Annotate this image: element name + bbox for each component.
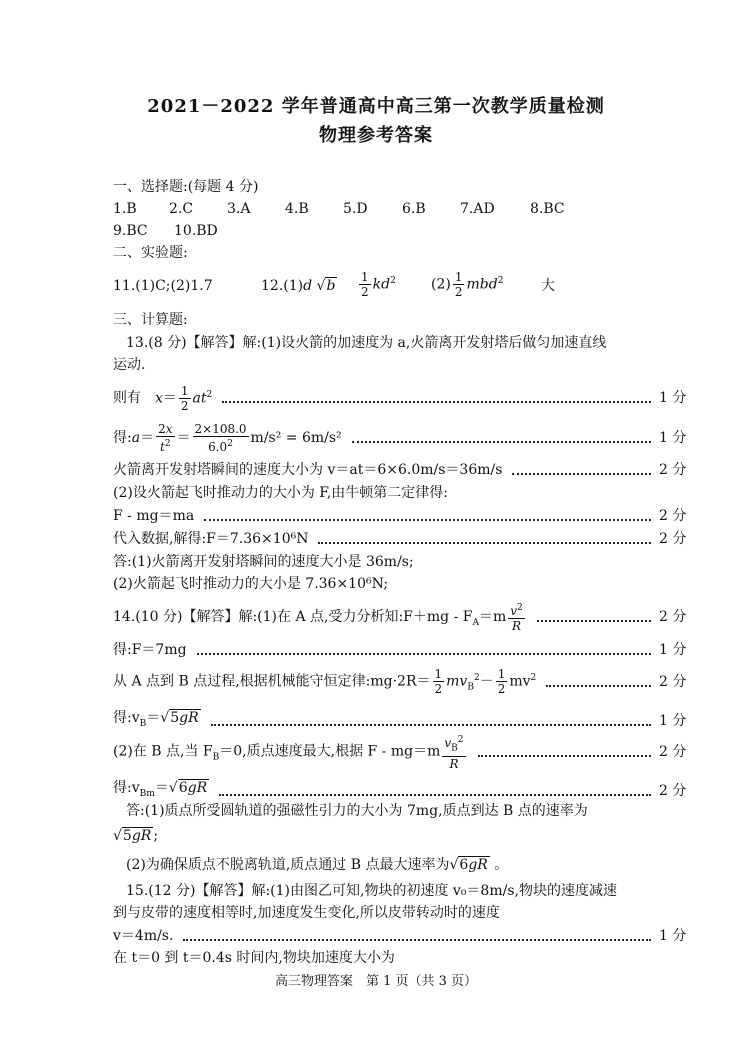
choice-answer: 1.B	[113, 201, 137, 217]
q15-step-1: 15.(12 分)【解答】解:(1)由图乙可知,物块的初速度 v₀＝8m/s,物块的速度减速	[126, 883, 617, 899]
leader-dots	[219, 794, 651, 796]
page-subtitle: 物理参考答案	[319, 125, 433, 146]
q13-step-6-text: 代入数据,解得:F＝7.36×10⁶N	[113, 531, 309, 547]
q14-answer-2-text: (2)为确保质点不脱离轨道,质点通过 B 点最大速率为	[126, 857, 450, 873]
section3-heading: 三、计算题:	[113, 312, 188, 328]
score-points: 2 分	[659, 674, 687, 690]
choice-answer: 8.BC	[530, 201, 565, 217]
q14-answer-1-tail: ;	[153, 828, 159, 844]
choice-answer: 10.BD	[174, 223, 218, 239]
score-points: 1 分	[659, 712, 687, 729]
choice-answer: 9.BC	[113, 223, 148, 239]
q11-answer: 11.(1)C;(2)1.7	[113, 278, 213, 294]
q13-answer-2: (2)火箭起飞时推动力的大小是 7.36×10⁶N;	[113, 576, 389, 592]
q14-force-equation: 14.(10 分)【解答】解:(1)在 A 点,受力分析知:F＋mg - $F_A=m$ $\frac{v^2}{R}$	[113, 603, 523, 633]
q13-formula-displacement: x＝ $\frac{1}{2}$ $at^2$	[155, 383, 213, 413]
leader-dots	[318, 542, 651, 544]
q13-answer-1: 答:(1)火箭离开发射塔瞬间的速度大小是 36m/s;	[113, 554, 414, 570]
score-points: 1 分	[659, 642, 687, 658]
q13-step-4: (2)设火箭起飞时推动力的大小为 F,由牛顿第二定律得:	[113, 485, 448, 501]
score-points: 2 分	[659, 609, 687, 625]
q14-step-1	[113, 600, 687, 634]
q13-step-5	[113, 506, 687, 526]
q12-conclusion: 大	[541, 278, 555, 294]
score-points: 2 分	[659, 782, 687, 799]
q15-step-3	[113, 926, 687, 946]
leader-dots	[478, 755, 651, 757]
q12-formula-1: $\frac{1}{2}$ $kd^2$	[361, 270, 396, 299]
q14-step-1-text: 14.(10 分)【解答】解:(1)在 A 点,受力分析知:F＋mg - F	[113, 609, 473, 625]
choice-answer: 6.B	[402, 201, 426, 217]
q13-step-2	[113, 422, 687, 454]
q14-answer-1-cont: √5gR ;	[113, 828, 159, 844]
score-points: 1 分	[659, 928, 687, 944]
q14-step-6-text: 得:v	[113, 780, 140, 796]
q13-step-1-prefix: 则有	[113, 390, 141, 406]
page-footer: 高三物理答案 第 1 页（共 3 页）	[274, 974, 478, 989]
choice-answer: 3.A	[227, 201, 251, 217]
q14-vb-result: 得$:v_B=√5gR$	[113, 710, 199, 729]
q14-vbm-result: 得$:v_{Bm}=√6gR$	[113, 780, 208, 799]
q15-step-2: 到与皮带的速度相等时,加速度发生变化,所以皮带转动时的速度	[113, 905, 500, 921]
score-points: 2 分	[659, 531, 687, 547]
score-points: 1 分	[659, 390, 687, 406]
q14-step-4	[113, 708, 687, 734]
q12-formula-2: (2) $\frac{1}{2}$ mbd$^2$	[431, 270, 504, 299]
q14-step-2-text: 得:F＝7mg	[113, 642, 187, 658]
q13-step-5-text: F - mg＝ma	[113, 508, 195, 524]
q14-step-5	[113, 735, 687, 771]
choice-answer: 4.B	[285, 201, 309, 217]
choice-answer: 2.C	[169, 201, 194, 217]
choice-answer: 5.D	[343, 201, 368, 217]
leader-dots	[352, 441, 651, 443]
q14-step-5-text-2: ＝0,质点速度最大,根据 F - mg＝m	[219, 744, 441, 760]
q14-answer-1: 答:(1)质点所受圆轨道的强磁性引力的大小为 7mg,质点到达 B 点的速率为	[126, 803, 588, 819]
experiment-answers	[113, 270, 633, 302]
q13-formula-acceleration: 得:a＝ $\frac{2x}{t^2}$ ＝ $\frac{2\times 108.0}{6.0^2}$	[113, 422, 247, 454]
q13-acceleration-result: m/s² = 6m/s²	[250, 430, 342, 446]
section1-heading: 一、选择题:(每题 4 分)	[113, 179, 259, 195]
q14-energy-equation: 从 A 点到 B 点过程,根据机械能守恒定律:mg·2R＝ $\frac{1}{2}$ $mv_B^2-$ $\frac{1}{2}$ $mv^2$	[113, 666, 537, 696]
q14-step-3-text: 从 A 点到 B 点过程,根据机械能守恒定律:mg·2R＝	[113, 673, 431, 690]
section2-heading: 二、实验题:	[113, 245, 188, 261]
leader-dots	[512, 473, 651, 475]
leader-dots	[222, 401, 651, 403]
q13-step-1	[113, 383, 687, 413]
q12-label: 12.(1)d √b	[261, 278, 336, 294]
q14-step-4-text: 得:v	[113, 710, 140, 726]
q13-step-3	[113, 460, 687, 480]
q14-max-speed-equation: (2)在 B 点,当 $F_B=0$,质点速度最大,根据 F - mg＝m $\frac{v_B^2}{R}$	[113, 735, 464, 771]
q15-step-4: 在 t＝0 到 t＝0.4s 时间内,物块加速度大小为	[113, 950, 395, 966]
leader-dots	[183, 939, 651, 941]
choice-answer: 7.AD	[460, 201, 495, 217]
leader-dots	[537, 620, 651, 622]
q14-step-2	[113, 640, 687, 660]
q13-intro-cont: 运动.	[113, 357, 146, 373]
score-points: 2 分	[659, 508, 687, 524]
q13-intro: 13.(8 分)【解答】解:(1)设火箭的加速度为 a,火箭离开发射塔后做匀加速直线	[126, 335, 607, 351]
q13-step-3-text: 火箭离开发射塔瞬间的速度大小为 v＝at＝6×6.0m/s＝36m/s	[113, 462, 503, 478]
q14-step-3	[113, 665, 687, 699]
score-points: 2 分	[659, 462, 687, 478]
q12-label-text: 12.(1)	[261, 278, 304, 294]
score-points: 1 分	[659, 430, 687, 446]
q15-step-3-text: v＝4m/s.	[113, 928, 174, 944]
leader-dots	[204, 519, 651, 521]
q14-step-6	[113, 778, 687, 804]
leader-dots	[546, 685, 651, 687]
score-points: 2 分	[659, 744, 687, 760]
q13-step-6	[113, 529, 687, 549]
q14-step-5-text: (2)在 B 点,当 F	[113, 744, 213, 760]
leader-dots	[197, 653, 651, 655]
q14-answer-2: (2)为确保质点不脱离轨道,质点通过 B 点最大速率为√6gR 。	[126, 857, 509, 873]
page-title: 2021－2022 学年普通高中高三第一次教学质量检测	[147, 96, 605, 117]
q12-part2-label: (2)	[431, 276, 451, 293]
leader-dots	[211, 724, 651, 726]
